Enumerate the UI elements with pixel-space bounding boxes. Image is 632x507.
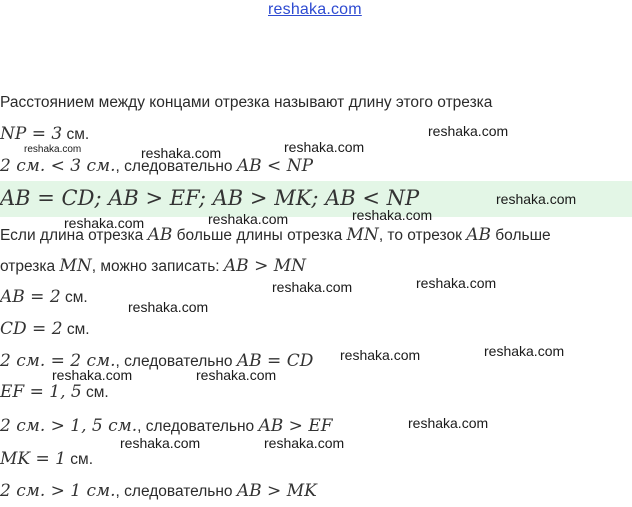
np-math: NP = 3 [0,124,63,144]
rule-2-a: отрезка [0,258,60,275]
watermark: reshaka.com [272,279,353,295]
rule-1-a: Если длина отрезка [0,227,148,244]
compare-1-text: , следовательно [115,158,237,175]
watermark: reshaka.com [416,275,497,291]
ef-line [0,382,632,402]
watermark: reshaka.com [24,144,82,155]
rule-1-b: AB [147,225,173,245]
compare-3-math: 2 см. > 1, 5 см. [0,416,138,436]
compare-1-result: AB < NP [236,156,314,176]
mk-math: MK = 1 [0,449,66,469]
cd-unit: см. [62,321,90,338]
np-unit: см. [62,126,90,143]
watermark: reshaka.com [428,123,509,139]
watermark: reshaka.com [408,415,489,431]
rule-line-2 [0,256,632,276]
rule-1-c: больше длины отрезка [172,227,347,244]
watermark: reshaka.com [196,367,277,383]
compare-line-1 [0,156,632,176]
watermark: reshaka.com [64,215,145,231]
watermark: reshaka.com [208,211,289,227]
rule-2-d: AB > MN [223,256,307,276]
watermark: reshaka.com [496,191,577,207]
site-logo-link[interactable]: reshaka.com [268,1,362,18]
compare-4-result: AB > MK [236,481,317,501]
rule-1-g: больше [490,227,551,244]
ab-math: AB = 2 [0,287,61,307]
compare-line-4 [0,481,632,501]
watermark: reshaka.com [52,367,133,383]
intro-text: Расстоянием между концами отрезка называют длину этого отрезка [0,94,493,111]
mk-line [0,449,632,469]
compare-1-math: 2 см. < 3 см. [0,156,116,176]
compare-2-text: , следовательно [115,353,237,370]
cd-line [0,319,632,339]
watermark: reshaka.com [120,435,201,451]
rule-2-c: , можно записать: [91,258,224,275]
compare-4-text: , следовательно [115,483,237,500]
watermark: reshaka.com [264,435,345,451]
ef-math: EF = 1, 5 [0,382,82,402]
watermark: reshaka.com [340,347,421,363]
compare-4-math: 2 см. > 1 см. [0,481,116,501]
watermark: reshaka.com [484,343,565,359]
ef-unit: см. [81,384,109,401]
watermark: reshaka.com [128,299,209,315]
compare-2-math: 2 см. = 2 см. [0,351,116,371]
rule-1-d: MN [346,225,379,245]
cd-math: CD = 2 [0,319,63,339]
answer-math: AB = CD; AB > EF; AB > MK; AB < NP [0,186,420,210]
ab-unit: см. [60,289,88,306]
watermark: reshaka.com [352,207,433,223]
rule-1-f: AB [466,225,491,245]
rule-2-b: MN [59,256,92,276]
watermark: reshaka.com [284,139,365,155]
compare-3-text: , следовательно [137,418,259,435]
compare-2-result: AB = CD [236,351,314,371]
compare-line-3 [0,416,632,436]
compare-3-result: AB > EF [258,416,333,436]
mk-unit: см. [65,451,94,468]
rule-1-e: , то отрезок [378,227,467,244]
watermark: reshaka.com [141,145,222,161]
